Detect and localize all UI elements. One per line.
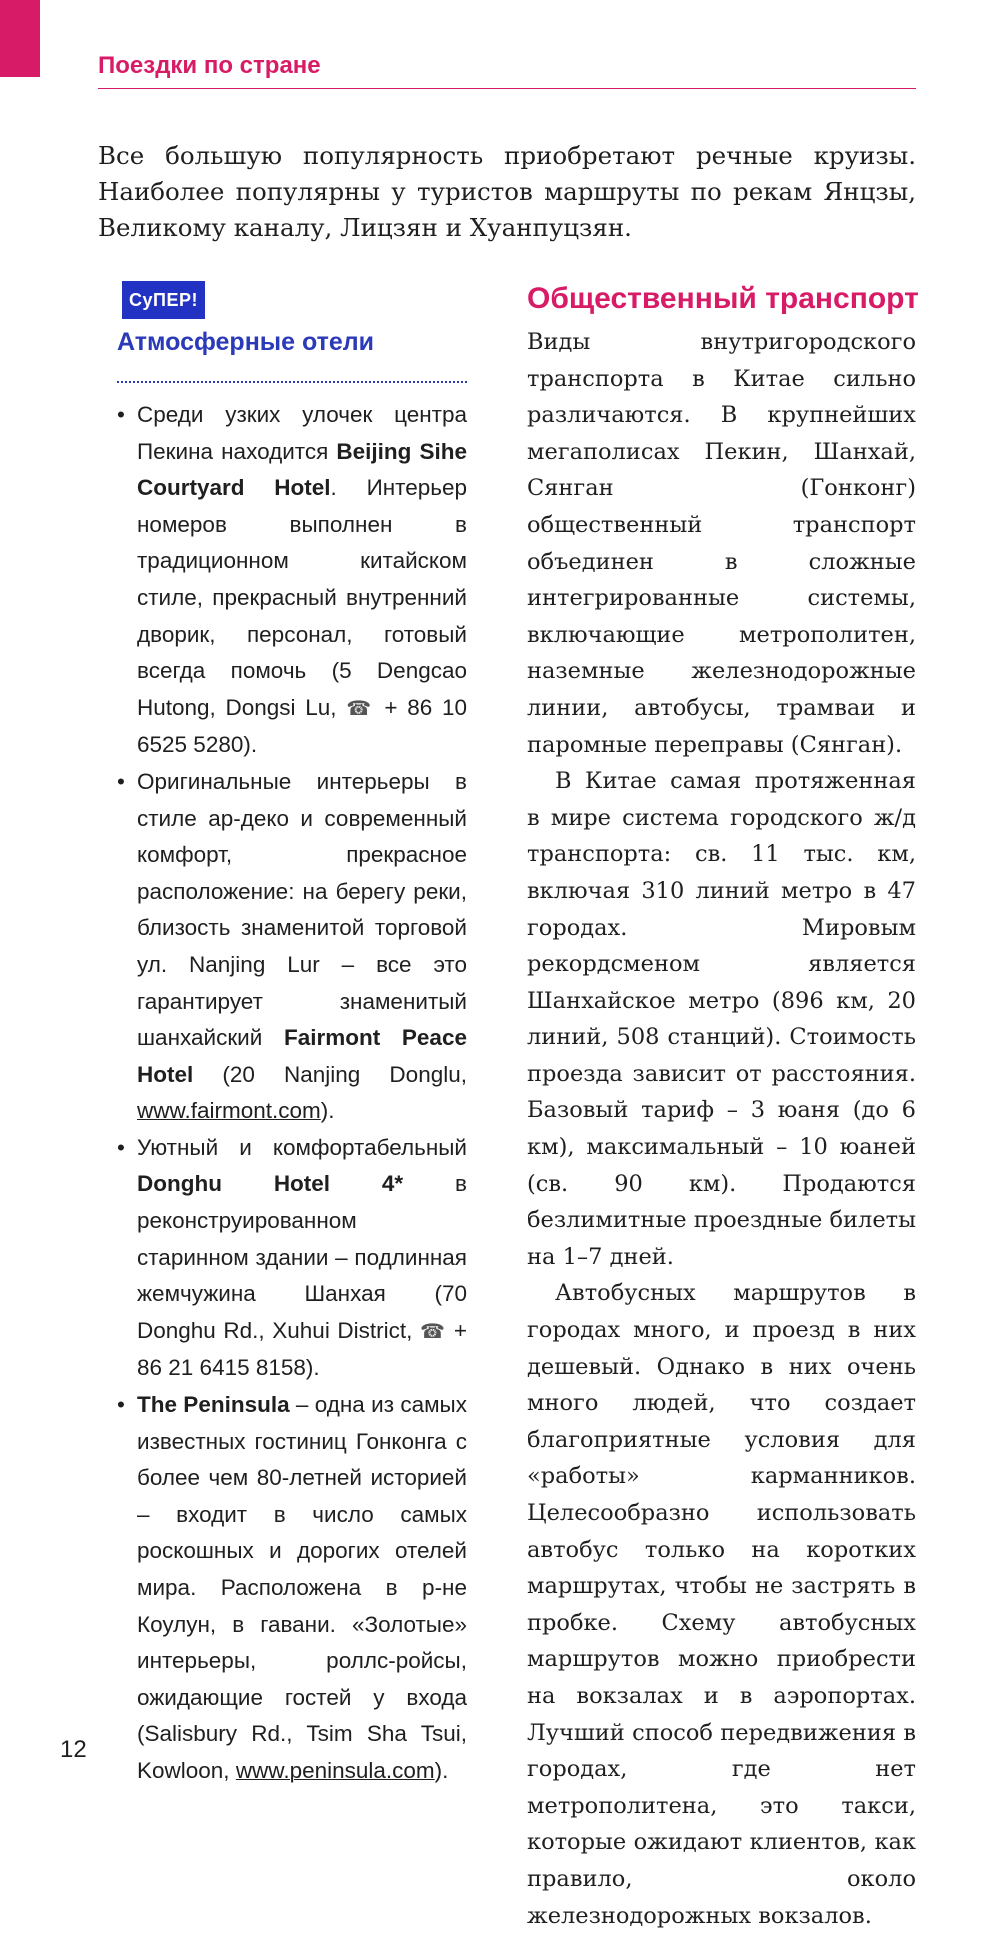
- item-text: (20 Nanjing Donglu,: [193, 1061, 467, 1087]
- main-column: [527, 324, 916, 1934]
- hotel-name: Beijing Sihe Courtyard Hotel: [137, 438, 467, 501]
- item-text: Уютный и комфортабельный: [137, 1134, 467, 1160]
- item-text: в реконструированном старинном здании – подлинная жемчужина Шанхая (70 Donghu Rd., Xuhui District,: [137, 1171, 467, 1343]
- body-paragraph: Виды внутригородского транспорта в Китае сильно различаются. В крупнейших мегаполисах Пекин, Шанхай, Сянган (Гонконг) общественный транспорт объединен в сложные интегрированные системы, включающие метрополитен, наземные железнодорожные линии, автобусы, трамваи и паромные переправы (Сянган).: [527, 329, 916, 758]
- super-badge: СуПЕР!: [122, 281, 205, 319]
- item-text: – одна из самых известных гостиниц Гонконга с более чем 80-летней историей – входит в число самых роскошных и дорогих отелей мира. Расположена в р-не Коулун, в гавани. «Золотые» интерьеры, роллс-ройсы, ожидающие гостей у входа (Salisbury Rd., Tsim Sha Tsui, Kowloon,: [137, 1392, 467, 1783]
- hotel-name: Fairmont Peace Hotel: [137, 1025, 467, 1087]
- item-text: . Интерьер номеров выполнен в традиционном китайском стиле, прекрасный внутренний дворик, персонал, готовый всегда помочь (5 Dengcao Hutong, Dongsi Lu,: [137, 475, 467, 720]
- item-text: ).: [243, 732, 258, 758]
- website-link[interactable]: www.fairmont.com: [137, 1098, 321, 1124]
- list-item: [117, 1387, 467, 1790]
- running-head: Поездки по стране: [98, 52, 321, 79]
- dotted-divider: [117, 381, 467, 383]
- item-text: ).: [320, 1098, 335, 1124]
- item-text: Среди узких улочек центра Пекина находится: [137, 402, 467, 464]
- hotel-name: The Peninsula: [137, 1392, 290, 1418]
- item-text: Оригинальные интерьеры в стиле ар-деко и современный комфорт, прекрасное расположение: на берегу реки, близость знаменитой торговой ул. Nanjing Lur – все это гарантирует знаменитый шанхайский: [137, 768, 467, 1051]
- section-title: Общественный транспорт: [527, 282, 919, 315]
- phone-icon: ☎: [346, 697, 375, 720]
- intro-paragraph: Все большую популярность приобретают речные круизы. Наиболее популярны у туристов маршруты по рекам Янцзы, Великому каналу, Лицзян и Хуанпуцзян.: [98, 141, 916, 242]
- list-item: [117, 397, 467, 764]
- list-item: [117, 764, 467, 1130]
- page-number: 12: [60, 1736, 87, 1763]
- hotel-name: Donghu Hotel 4*: [137, 1171, 404, 1197]
- phone-number: + 86 10 6525 5280: [137, 694, 467, 758]
- list-item: [117, 1130, 467, 1387]
- phone-icon: ☎: [420, 1320, 447, 1343]
- item-text: ).: [305, 1355, 320, 1381]
- sidebar-title: Атмосферные отели: [117, 328, 375, 356]
- body-paragraph: Автобусных маршрутов в городах много, и проезд в них дешевый. Однако в них очень много людей, что создает благоприятные условия для «работы» карманников. Целесообразно использовать автобус только на коротких маршрутах, чтобы не застрять в пробке. Схему автобусных маршрутов можно приобрести на вокзалах и в аэропортах. Лучший способ передвижения в городах, где нет метрополитена, это такси, которые ожидают клиентов, как правило, около железнодорожных вокзалов.: [527, 1280, 916, 1929]
- header-rule: [98, 88, 916, 89]
- hotel-list: [117, 397, 467, 1790]
- website-link[interactable]: www.peninsula.com: [235, 1757, 435, 1783]
- body-paragraph: В Китае самая протяженная в мире система городского ж/д транспорта: св. 11 тыс. км, включая 310 линий метро в 47 городах. Мировым рекордсменом является Шанхайское метро (896 км, 20 линий, 508 станций). Стоимость проезда зависит от расстояния. Базовый тариф – 3 юаня (до 6 км), максимальный – 10 юаней (св. 90 км). Продаются безлимитные проездные билеты на 1–7 дней.: [527, 768, 917, 1270]
- phone-number: + 86 21 6415 8158: [137, 1317, 467, 1381]
- item-text: ).: [434, 1757, 449, 1783]
- corner-color-tab: [0, 0, 40, 77]
